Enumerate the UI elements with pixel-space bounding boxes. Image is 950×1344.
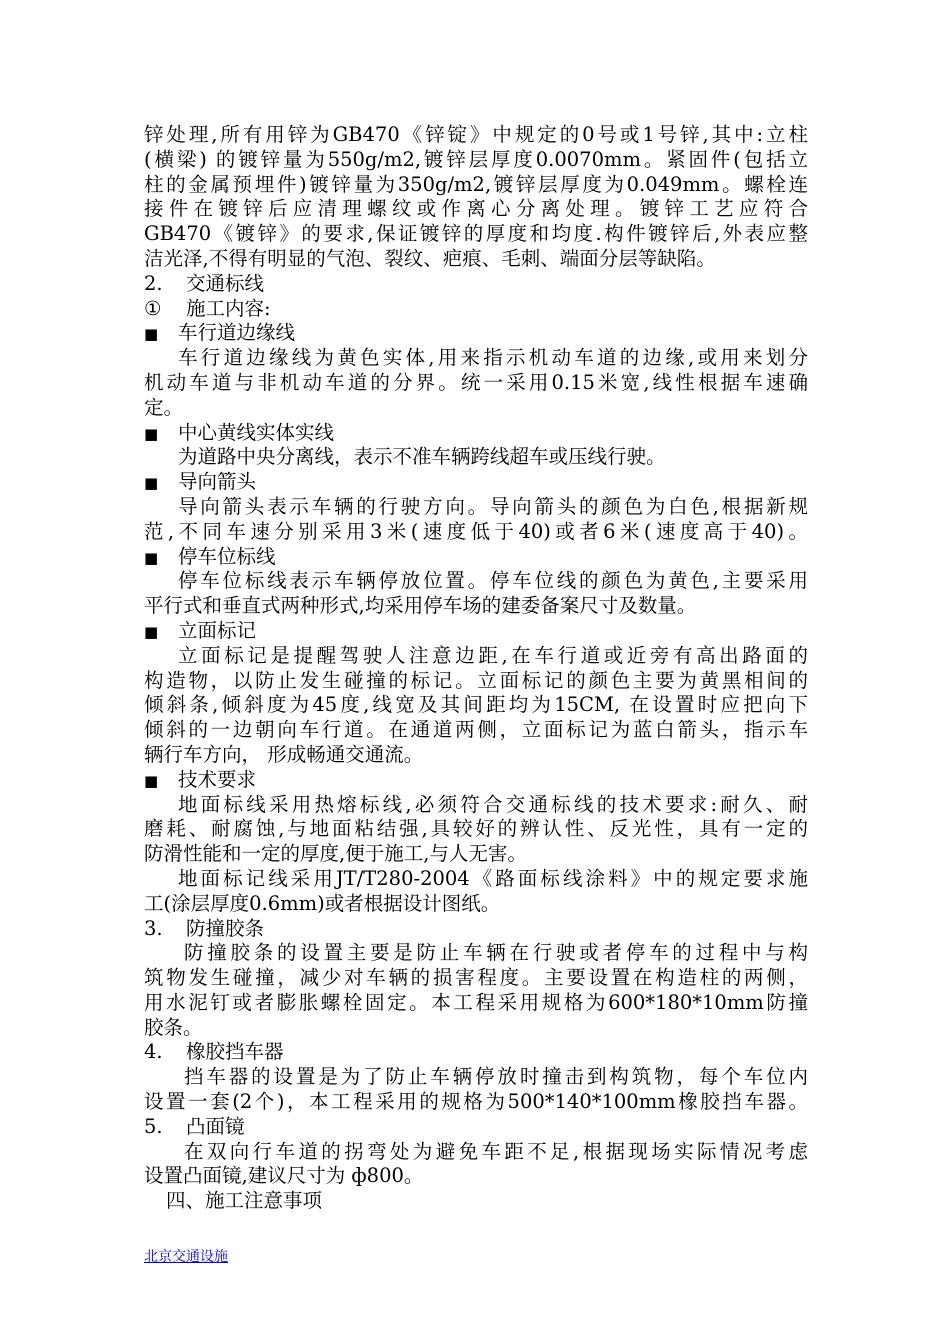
heading-number: 3. <box>144 916 163 940</box>
line-text: 倾斜条,倾斜度为45度,线宽及其间距均为15CM, 在设置时应把向下 <box>144 693 808 717</box>
paragraph-line <box>144 669 808 694</box>
bullet-heading <box>144 619 808 644</box>
line-text: 定。 <box>144 395 184 419</box>
paragraph-line <box>144 247 808 272</box>
line-text: 车行道边缘线为黄色实体,用来指示机动车道的边缘,或用来划分 <box>178 346 808 370</box>
line-text: 橡胶挡车器 <box>186 1040 284 1064</box>
paragraph-line <box>144 173 808 198</box>
heading-number: 5. <box>144 1114 163 1138</box>
paragraph-line <box>144 743 808 768</box>
line-text: 凸面镜 <box>186 1114 245 1138</box>
line-text: 地面标记线采用JT/T280-2004《路面标线涂料》中的规定要求施 <box>178 866 808 890</box>
bullet-heading <box>144 768 808 793</box>
line-text: 中心黄线实体实线 <box>178 420 335 444</box>
line-text: 辆行车方向， 形成畅通交通流。 <box>144 742 424 766</box>
numbered-heading <box>144 1115 808 1140</box>
line-text: 平行式和垂直式两种形式,均采用停车场的建委备案尺寸及数量。 <box>144 594 697 618</box>
paragraph-line <box>144 718 808 743</box>
paragraph-line <box>144 1065 808 1090</box>
line-text: 洁光泽,不得有明显的气泡、裂纹、疤痕、毛刺、端面分层等缺陷。 <box>144 246 716 270</box>
document-body <box>144 123 808 1214</box>
line-text: 工(涂层厚度0.6mm)或者根据设计图纸。 <box>144 891 501 915</box>
line-text: 技术要求 <box>178 767 257 791</box>
line-text: (横梁) 的镀锌量为550g/m2,镀锌层厚度0.0070mm。紧固件(包括立 <box>144 147 808 171</box>
line-text: 倾斜的一边朝向车行道。在通道两侧，立面标记为蓝白箭头，指示车 <box>144 718 808 742</box>
line-text: 防撞胶条的设置主要是防止车辆在行驶或者停车的过程中与构 <box>184 941 808 965</box>
paragraph-line <box>144 569 808 594</box>
bullet-heading <box>144 421 808 446</box>
paragraph-line <box>144 495 808 520</box>
bullet-heading <box>144 321 808 346</box>
paragraph-line <box>144 1164 808 1189</box>
line-text: 挡车器的设置是为了防止车辆停放时撞击到构筑物，每个车位内 <box>184 1065 808 1089</box>
line-text: 防滑性能和一定的厚度,便于施工,与人无害。 <box>144 842 527 866</box>
bullet-heading <box>144 470 808 495</box>
line-text: 胶条。 <box>144 1015 203 1039</box>
paragraph-line <box>144 793 808 818</box>
paragraph-line <box>144 1016 808 1041</box>
paragraph-line <box>144 842 808 867</box>
paragraph-line <box>144 991 808 1016</box>
numbered-heading <box>144 917 808 942</box>
paragraph-line <box>144 817 808 842</box>
line-text: 筑物发生碰撞，减少对车辆的损害程度。主要设置在构造柱的两侧， <box>144 966 808 990</box>
line-text: 车行道边缘线 <box>178 321 296 345</box>
line-text: 构造物，以防止发生碰撞的标记。立面标记的颜色主要为黄黑相间的 <box>144 668 808 692</box>
line-text: 柱的金属预埋件)镀锌量为350g/m2,镀锌层厚度为0.049mm。螺栓连 <box>144 172 808 196</box>
line-text: 地面标线采用热熔标线,必须符合交通标线的技术要求:耐久、耐 <box>178 792 808 816</box>
paragraph-line <box>144 445 808 470</box>
line-text: 导向箭头表示车辆的行驶方向。导向箭头的颜色为白色,根据新规 <box>178 494 808 518</box>
line-text: 停车位标线 <box>178 544 276 568</box>
paragraph-line <box>144 1090 808 1115</box>
paragraph-line <box>144 644 808 669</box>
paragraph-line <box>144 197 808 222</box>
footer-link[interactable]: 北京交通设施 <box>144 1250 228 1265</box>
paragraph-line <box>144 1140 808 1165</box>
paragraph-line <box>144 520 808 545</box>
paragraph-line <box>144 594 808 619</box>
bullet-heading <box>144 545 808 570</box>
numbered-heading <box>144 272 808 297</box>
line-text: 范,不同车速分别采用3米(速度低于40)或者6米(速度高于40)。 <box>144 519 808 543</box>
paragraph-line <box>144 867 808 892</box>
line-text: 导向箭头 <box>178 470 257 494</box>
numbered-heading <box>144 297 808 322</box>
line-text: 接件在镀锌后应清理螺纹或作离心分离处理。镀锌工艺应符合 <box>144 197 808 221</box>
line-text: 停车位标线表示车辆停放位置。停车位线的颜色为黄色,主要采用 <box>178 569 808 593</box>
line-text: 施工内容: <box>186 296 271 320</box>
paragraph-line <box>144 396 808 421</box>
paragraph-line <box>144 148 808 173</box>
section-heading <box>144 1189 808 1214</box>
line-text: 机动车道与非机动车道的分界。统一采用0.15米宽,线性根据车速确 <box>144 370 808 394</box>
paragraph-line <box>144 892 808 917</box>
line-text: 设置凸面镜,建议尺寸为 ф800。 <box>144 1164 424 1188</box>
line-text: 防撞胶条 <box>186 916 265 940</box>
line-text: 为道路中央分离线，表示不准车辆跨线超车或压线行驶。 <box>178 445 666 469</box>
line-text: 设置一套(2个)，本工程采用的规格为500*140*100mm橡胶挡车器。 <box>144 1090 808 1114</box>
heading-number: ① <box>144 296 162 320</box>
paragraph-line <box>144 346 808 371</box>
line-text: 用水泥钉或者膨胀螺栓固定。本工程采用规格为600*180*10mm防撞 <box>144 990 808 1014</box>
paragraph-line <box>144 941 808 966</box>
paragraph-line <box>144 123 808 148</box>
line-text: 交通标线 <box>186 271 265 295</box>
line-text: GB470《镀锌》的要求,保证镀锌的厚度和均度.构件镀锌后,外表应整 <box>144 222 808 246</box>
line-text: 磨耗、耐腐蚀,与地面粘结强,具较好的辨认性、反光性，具有一定的 <box>144 817 808 841</box>
line-text: 锌处理,所有用锌为GB470《锌锭》中规定的0号或1号锌,其中:立柱 <box>144 123 808 146</box>
line-text: 立面标记是提醒驾驶人注意边距,在车行道或近旁有高出路面的 <box>178 643 808 667</box>
paragraph-line <box>144 371 808 396</box>
heading-number: 4. <box>144 1040 163 1064</box>
heading-number: 2. <box>144 271 163 295</box>
numbered-heading <box>144 1040 808 1065</box>
line-text: 在双向行车道的拐弯处为避免车距不足,根据现场实际情况考虑 <box>184 1139 808 1163</box>
paragraph-line <box>144 966 808 991</box>
line-text: 四、施工注意事项 <box>166 1189 323 1213</box>
paragraph-line <box>144 693 808 718</box>
line-text: 立面标记 <box>178 618 257 642</box>
paragraph-line <box>144 222 808 247</box>
